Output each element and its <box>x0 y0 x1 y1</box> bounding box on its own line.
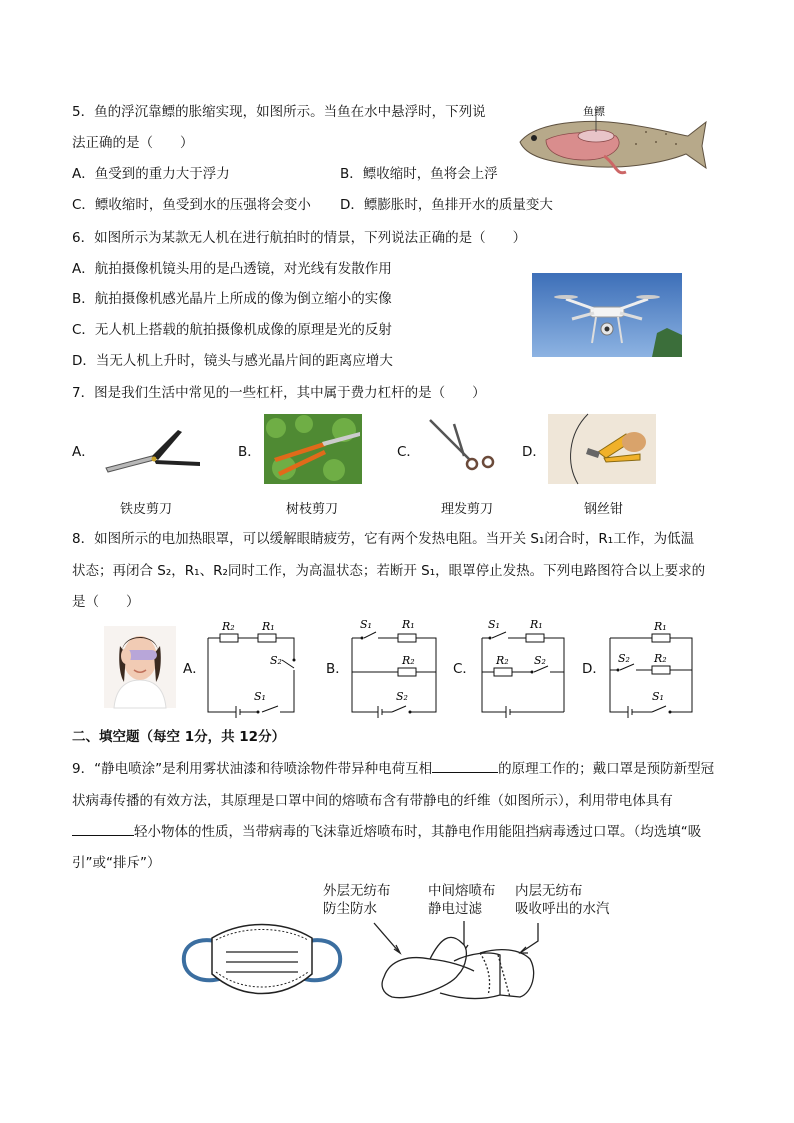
drone-photo <box>532 273 682 357</box>
q5-option-b: B．鳔收缩时，鱼将会上浮 <box>340 166 498 182</box>
q7-caption-d: 钢丝钳 <box>584 502 624 517</box>
q8-option-b-letter: B． <box>326 661 349 677</box>
q5-option-d: D．鳔膨胀时，鱼排开水的质量变大 <box>340 197 553 213</box>
q8-stem-line2: 状态；再闭合 S₂，R₁、R₂同时工作，为高温状态；若断开 S₁，眼罩停止发热。下列电路图符合以上要求的 <box>72 563 706 579</box>
middle-layer-label: 中间熔喷布 静电过滤 <box>428 883 496 917</box>
q6-option-d: D．当无人机上升时，镜头与感光晶片间的距离应增大 <box>72 353 393 369</box>
fish-bladder-label: 鱼鳔 <box>583 105 605 118</box>
q6-option-c: C．无人机上搭载的航拍摄像机成像的原理是光的反射 <box>72 322 392 338</box>
circuit-d-s2-label: S₂ <box>618 652 630 665</box>
circuit-b-r2-label: R₂ <box>402 654 415 667</box>
mask-layers-diagram <box>370 915 546 1007</box>
q7-option-a-letter: A． <box>72 444 95 460</box>
q6-stem: 6．如图所示为某款无人机在进行航拍时的情景，下列说法正确的是（ ） <box>72 230 527 246</box>
circuit-d <box>606 618 698 718</box>
q8-stem-line3: 是（ ） <box>72 594 140 610</box>
circuit-a-s2-label: S₂ <box>270 654 282 667</box>
q9-line1-text-b: 的原理工作的；戴口罩是预防新型冠 <box>498 761 715 777</box>
circuit-c-s1-label: S₁ <box>488 618 500 631</box>
circuit-c-s2-label: S₂ <box>534 654 546 667</box>
fish-illustration <box>516 112 708 184</box>
circuit-d-r2-label: R₂ <box>654 652 667 665</box>
circuit-b-r1-label: R₁ <box>402 618 415 631</box>
q8-option-c-letter: C． <box>453 661 476 677</box>
eye-mask-photo <box>104 626 176 708</box>
tin-snips-icon <box>100 418 204 480</box>
circuit-a-s1-label: S₁ <box>254 690 266 703</box>
q7-stem: 7．图是我们生活中常见的一些杠杆，其中属于费力杠杆的是（ ） <box>72 385 486 401</box>
circuit-d-r1-label: R₁ <box>654 620 667 633</box>
q7-caption-c: 理发剪刀 <box>441 502 494 517</box>
circuit-a-r2-label: R₂ <box>222 620 235 633</box>
inner-layer-label: 内层无纺布 吸收呼出的水汽 <box>515 883 610 917</box>
q8-option-a-letter: A． <box>183 661 206 677</box>
circuit-a <box>206 618 298 718</box>
q6-option-b: B．航拍摄像机感光晶片上所成的像为倒立缩小的实像 <box>72 291 392 307</box>
q9-line1 <box>72 759 714 779</box>
circuit-d-s1-label: S₁ <box>652 690 664 703</box>
q5-stem-line2: 法正确的是（ ） <box>72 135 194 151</box>
hair-scissors-icon <box>424 416 500 478</box>
q7-option-d-letter: D． <box>522 444 546 460</box>
circuit-b <box>348 614 440 718</box>
q9-blank-1[interactable] <box>432 772 498 773</box>
surgical-mask-icon <box>182 918 342 1002</box>
wire-pliers-photo <box>548 414 656 484</box>
q6-option-a: A．航拍摄像机镜头用的是凸透镜，对光线有发散作用 <box>72 261 392 277</box>
q7-caption-b: 树枝剪刀 <box>286 502 339 517</box>
circuit-b-s1-label: S₁ <box>360 618 372 631</box>
section-title: 二、填空题（每空 1分，共 12分） <box>72 729 286 745</box>
q9-line3-text: 轻小物体的性质，当带病毒的飞沫靠近熔喷布时，其静电作用能阻挡病毒透过口罩。（均选填“吸 <box>134 824 702 840</box>
q7-option-b-letter: B． <box>238 444 261 460</box>
outer-layer-label: 外层无纺布 防尘防水 <box>323 883 391 917</box>
circuit-b-s2-label: S₂ <box>396 690 408 703</box>
q9-line2: 状病毒传播的有效方法，其原理是口罩中间的熔喷布含有带静电的纤维（如图所示），利用带电体具有 <box>72 793 673 809</box>
circuit-c-r1-label: R₁ <box>530 618 543 631</box>
q8-option-d-letter: D． <box>582 661 606 677</box>
q9-line1-text-a: 9．“静电喷涂”是利用雾状油漆和待喷涂物件带异种电荷互相 <box>72 761 433 777</box>
q7-option-c-letter: C． <box>397 444 420 460</box>
q9-line3 <box>72 822 701 842</box>
circuit-c <box>476 614 570 718</box>
q9-blank-2[interactable] <box>72 835 134 836</box>
q5-stem-line1: 5．鱼的浮沉靠鳔的胀缩实现，如图所示。当鱼在水中悬浮时，下列说 <box>72 104 486 120</box>
circuit-c-r2-label: R₂ <box>496 654 509 667</box>
circuit-a-r1-label: R₁ <box>262 620 275 633</box>
q8-stem-line1: 8．如图所示的电加热眼罩，可以缓解眼睛疲劳，它有两个发热电阻。当开关 S₁闭合时，R₁工作，为低温 <box>72 531 695 547</box>
q5-option-c: C．鳔收缩时，鱼受到水的压强将会变小 <box>72 197 311 213</box>
branch-shears-photo <box>264 414 362 484</box>
q9-line4: 引”或“排斥”） <box>72 855 161 871</box>
q5-option-a: A．鱼受到的重力大于浮力 <box>72 166 230 182</box>
q7-caption-a: 铁皮剪刀 <box>120 502 173 517</box>
